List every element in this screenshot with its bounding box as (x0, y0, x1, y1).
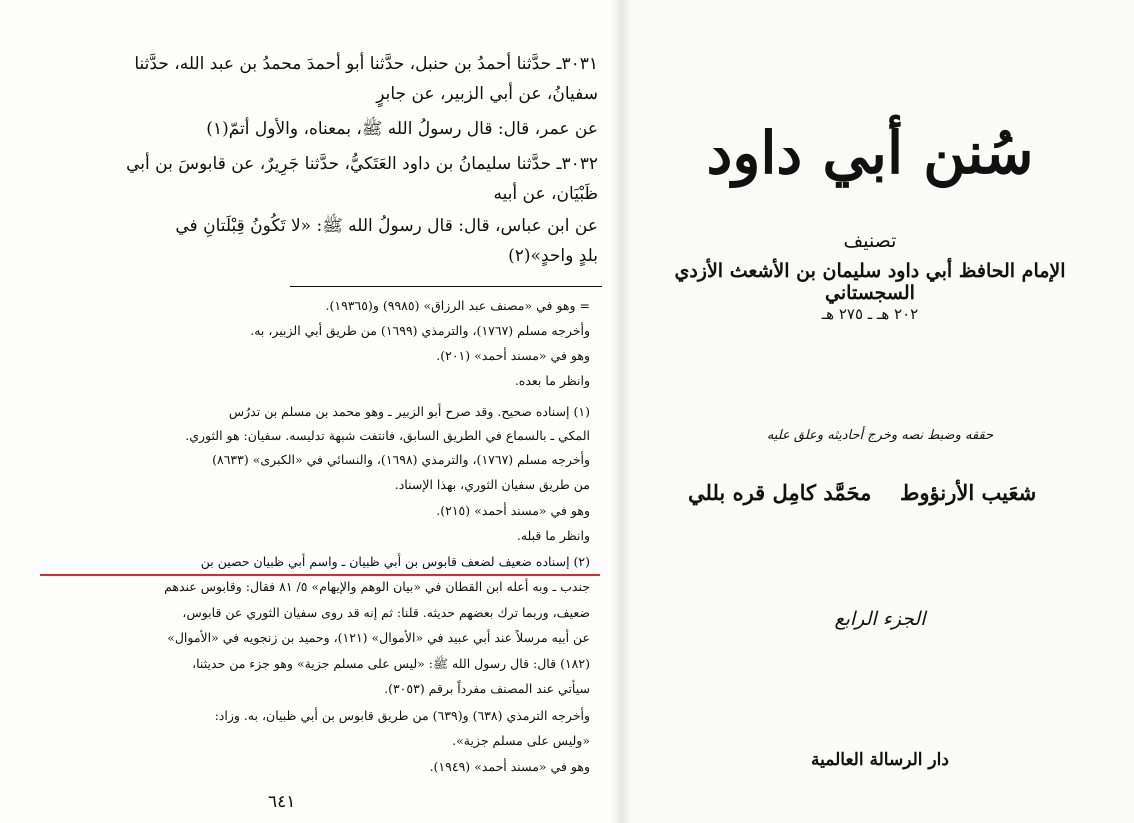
hadith-line: ظَبْيَان، عن أبيه (493, 184, 598, 204)
footnote-separator (290, 286, 602, 287)
footnote-line: وأخرجه مسلم (١٧٦٧)، والترمذي (١٦٩٩) من طريق أبي الزبير، به. (250, 323, 590, 338)
publisher-name: دار الرسالة العالمية (811, 750, 949, 770)
footnote-line: = وهو في «مصنف عبد الرزاق» (٩٩٨٥) و(١٩٣٦٥). (325, 298, 590, 313)
footnote-line: من طريق سفيان الثوري، بهذا الإسناد. (394, 477, 590, 492)
red-underline (40, 574, 600, 576)
footnote-line: وهو في «مسند أحمد» (١٩٤٩). (429, 759, 590, 774)
hadith-line: ٣٠٣١ـ حدَّثنا أحمدُ بن حنبل، حدَّثنا أبو أحمدَ محمدُ بن عبد الله، حدَّثنا (134, 54, 598, 74)
editor-name: محَمَّد كامِل قره بللي (688, 480, 872, 505)
footnote-line: المكي ـ بالسماع في الطريق السابق، فانتفت شبهة تدليسه. سفيان: هو الثوري. (185, 428, 590, 443)
footnote-line: (٢) إسناده ضعيف لضعف قابوس بن أبي ظبيان ـ واسم أبي ظبيان حصين بن (200, 554, 590, 569)
book-title: سُنن أبي داود (706, 119, 1034, 187)
hadith-line: عن ابن عباس، قال: قال رسولُ الله ﷺ: «لا تَكُونُ قِبْلَتانِ في (175, 216, 598, 236)
footnote-line: وأخرجه الترمذي (٦٣٨) و(٦٣٩) من طريق قابوس بن أبي ظبيان، به. وزاد: (214, 708, 590, 723)
volume-label: الجزء الرابع (834, 608, 926, 630)
footnote-line: (١) إسناده صحيح. وقد صرح أبو الزبير ـ وهو محمد بن مسلم بن تدرُس (228, 404, 590, 419)
footnote-line: وانظر ما بعده. (514, 373, 590, 388)
footnote-line: عن أبيه مرسلاً عند أبي عبيد في «الأموال» (١٢١)، وحميد بن زنجويه في «الأموال» (167, 630, 590, 645)
editors-label: حققه وضبط نصه وخرج أحاديثه وعلق عليه (766, 428, 994, 443)
book-gutter (610, 0, 632, 823)
author-dates: ٢٠٢ هـ ـ ٢٧٥ هـ (821, 305, 919, 323)
footnote-line: وأخرجه مسلم (١٧٦٧)، والترمذي (١٦٩٨)، والنسائي في «الكبرى» (٨٦٣٣) (212, 452, 590, 467)
book-author: الإمام الحافظ أبي داود سليمان بن الأشعث الأزدي السجستاني (674, 260, 1066, 304)
book-subtitle: تصنيف (843, 230, 897, 252)
page-number: ٦٤١ (268, 792, 296, 812)
footnote-line: وهو في «مسند أحمد» (٢١٥). (436, 503, 590, 518)
footnote-line: (١٨٢) قال: قال رسول الله ﷺ: «ليس على مسلم جزية» وهو جزء من حديثنا، (192, 656, 590, 671)
editor-name: شعَيب الأرنؤوط (900, 480, 1037, 505)
footnote-line: وهو في «مسند أحمد» (٢٠١). (436, 348, 590, 363)
hadith-line: سفيانُ، عن أبي الزبير، عن جابرٍ (376, 84, 598, 104)
hadith-line: بلدٍ واحدٍ»(٢) (508, 246, 598, 266)
footnote-line: «وليس على مسلم جزية». (452, 733, 590, 748)
hadith-line: عن عمر، قال: قال رسولُ الله ﷺ، بمعناه، والأول أتمّ(١) (206, 119, 598, 139)
hadith-line: ٣٠٣٢ـ حدَّثنا سليمانُ بن داود العَتَكيُّ، حدَّثنا جَرِيرٌ، عن قابوسَ بن أبي (126, 154, 598, 174)
footnote-line: جندب ـ وبه أعله ابن القطان في «بيان الوهم والإيهام» ٥/ ٨١ فقال: وقابوس عندهم (164, 579, 590, 594)
footnote-line: سيأتي عند المصنف مفرداً برقم (٣٠٥٣). (384, 681, 590, 696)
footnote-line: ضعيف، وربما ترك بعضهم حديثه. قلنا: ثم إنه قد روى سفيان الثوري عن قابوس، (182, 605, 590, 620)
footnote-line: وانظر ما قبله. (516, 528, 590, 543)
